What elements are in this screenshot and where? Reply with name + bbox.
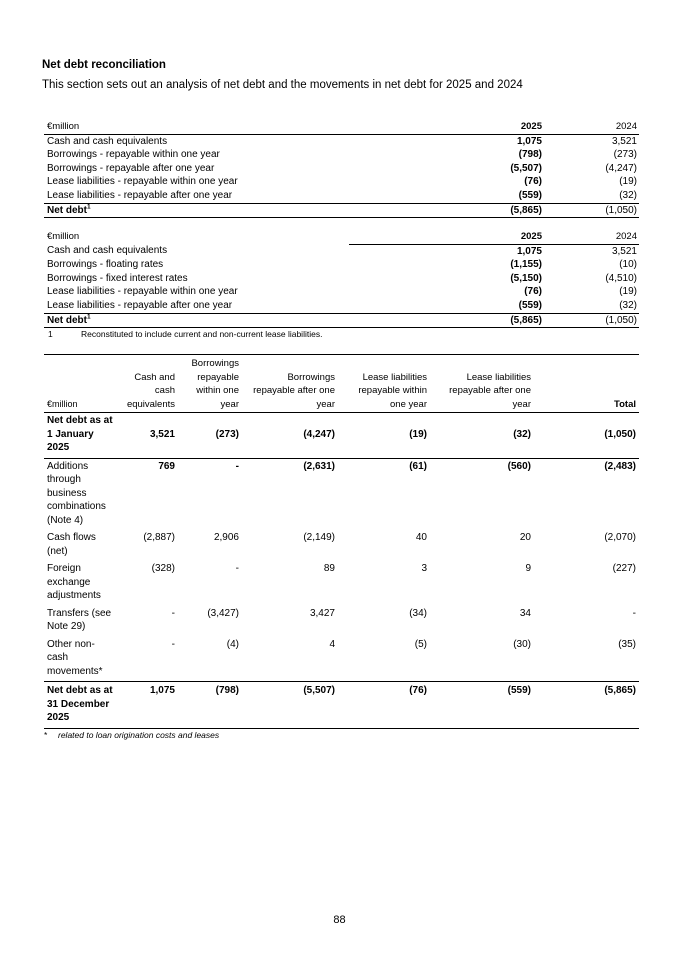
row-label: Transfers (see Note 29) bbox=[47, 607, 112, 632]
column-header-total: Total bbox=[534, 355, 639, 413]
cell-borrowings-within: (3,427) bbox=[207, 607, 239, 619]
cell-lease-after: (559) bbox=[430, 682, 534, 729]
column-header-borrowings-after: Borrowings repayable after one year bbox=[242, 355, 338, 413]
cell-cash: (328) bbox=[151, 563, 175, 574]
cell-borrowings-within: (273) bbox=[178, 413, 242, 459]
table-row bbox=[44, 458, 639, 530]
cell-lease-within: (76) bbox=[338, 682, 430, 729]
page-number: 88 bbox=[333, 914, 346, 926]
net-debt-total-row bbox=[44, 313, 639, 328]
table-row bbox=[44, 561, 639, 606]
table-row bbox=[44, 162, 639, 176]
net-debt-total-row bbox=[44, 203, 639, 218]
value-2025: (5,507) bbox=[510, 162, 542, 174]
cell-borrowings-after: (2,149) bbox=[303, 532, 335, 543]
table-row bbox=[44, 606, 639, 637]
footnote-number: 1 bbox=[48, 329, 53, 339]
row-label: Borrowings - repayable after one year bbox=[47, 162, 215, 174]
net-debt-table-maturity bbox=[44, 120, 639, 218]
cell-lease-after: 34 bbox=[519, 607, 531, 619]
cell-lease-after: (560) bbox=[507, 460, 531, 472]
cell-lease-within: 40 bbox=[415, 532, 427, 543]
row-label: Additions through business combinations (Note 4) bbox=[47, 460, 106, 526]
cell-borrowings-after: 3,427 bbox=[309, 607, 335, 619]
row-label: Lease liabilities - repayable within one year bbox=[47, 286, 238, 298]
footnote bbox=[48, 329, 322, 339]
footnote-ref: 1 bbox=[87, 313, 91, 321]
value-2024: 3,521 bbox=[611, 245, 637, 257]
net-debt-table-rate-type bbox=[44, 230, 639, 328]
row-label: Cash and cash equivalents bbox=[47, 135, 168, 147]
total-2024: (1,050) bbox=[544, 203, 639, 218]
footnote bbox=[44, 730, 219, 740]
row-label: Cash flows (net) bbox=[47, 532, 96, 557]
cell-lease-after: 9 bbox=[525, 563, 531, 574]
cell-lease-after: 20 bbox=[519, 532, 531, 543]
cell-borrowings-after: (2,631) bbox=[303, 460, 335, 472]
table-header-row bbox=[44, 230, 639, 244]
cell-lease-within: (61) bbox=[409, 460, 427, 472]
cell-borrowings-within: (798) bbox=[178, 682, 242, 729]
cell-cash: 769 bbox=[158, 460, 175, 472]
value-2025: (1,155) bbox=[510, 259, 542, 271]
currency-unit-label: €million bbox=[44, 120, 349, 134]
value-2024: (32) bbox=[619, 189, 637, 201]
value-2024: (32) bbox=[619, 299, 637, 311]
value-2025: (559) bbox=[518, 299, 542, 311]
cell-cash: - bbox=[171, 607, 175, 619]
value-2024: (4,510) bbox=[605, 272, 637, 284]
cell-borrowings-within: - bbox=[235, 563, 239, 574]
cell-cash: - bbox=[171, 638, 175, 650]
row-label: Net debt as at 1 January 2025 bbox=[44, 413, 116, 459]
table-row bbox=[44, 134, 639, 148]
value-2025: 1,075 bbox=[516, 245, 542, 257]
cell-borrowings-after: (5,507) bbox=[242, 682, 338, 729]
cell-cash: 1,075 bbox=[116, 682, 178, 729]
cell-lease-after: (32) bbox=[430, 413, 534, 459]
total-2025: (5,865) bbox=[349, 203, 544, 218]
table-row bbox=[44, 272, 639, 286]
table-row bbox=[44, 637, 639, 682]
value-2025: (559) bbox=[518, 189, 542, 201]
section-title: Net debt reconciliation bbox=[42, 59, 166, 71]
value-2024: (19) bbox=[619, 286, 637, 298]
value-2025: (5,150) bbox=[510, 272, 542, 284]
row-label: Lease liabilities - repayable within one year bbox=[47, 176, 238, 188]
value-2024: (10) bbox=[619, 259, 637, 271]
cell-borrowings-after: 89 bbox=[323, 563, 335, 574]
cell-total: (5,865) bbox=[534, 682, 639, 729]
cell-total: (35) bbox=[618, 638, 636, 650]
value-2024: (19) bbox=[619, 176, 637, 188]
section-description: This section sets out an analysis of net debt and the movements in net debt for 2025 and 2024 bbox=[42, 79, 523, 91]
footnote-text: Reconstituted to include current and non-current lease liabilities. bbox=[81, 329, 323, 339]
value-2024: (273) bbox=[613, 149, 637, 161]
column-header-lease-after: Lease liabilities repayable after one year bbox=[430, 355, 534, 413]
row-label: Foreign exchange adjustments bbox=[47, 563, 101, 601]
table-header-row bbox=[44, 355, 639, 413]
value-2025: (798) bbox=[518, 149, 542, 161]
cell-total: - bbox=[632, 607, 636, 619]
cell-total: (2,070) bbox=[604, 532, 636, 543]
cell-lease-within: (34) bbox=[409, 607, 427, 619]
row-label: Lease liabilities - repayable after one year bbox=[47, 189, 233, 201]
row-label: Net debt as at 31 December 2025 bbox=[44, 682, 116, 729]
cell-cash: 3,521 bbox=[116, 413, 178, 459]
footnote-text: related to loan origination costs and leases bbox=[58, 730, 220, 740]
table-row bbox=[44, 148, 639, 162]
value-2025: 1,075 bbox=[516, 135, 542, 147]
cell-borrowings-within: 2,906 bbox=[213, 532, 239, 543]
cell-total: (2,483) bbox=[604, 460, 636, 472]
value-2024: 3,521 bbox=[611, 135, 637, 147]
cell-borrowings-within: - bbox=[235, 460, 239, 472]
total-2024: (1,050) bbox=[544, 313, 639, 328]
column-header-cash: Cash and cash equivalents bbox=[116, 355, 178, 413]
opening-balance-row bbox=[44, 413, 639, 459]
value-2025: (76) bbox=[524, 176, 542, 188]
year-2025-header: 2025 bbox=[349, 120, 544, 134]
currency-unit-label: €million bbox=[44, 355, 116, 413]
net-debt-movement-table bbox=[44, 354, 639, 729]
table-header-row bbox=[44, 120, 639, 134]
total-label: Net debt$^1$ bbox=[44, 203, 349, 218]
cell-total: (227) bbox=[612, 563, 636, 574]
year-2025-header: 2025 bbox=[349, 230, 544, 244]
column-header-borrowings-within: Borrowings repayable within one year bbox=[178, 355, 242, 413]
cell-lease-within: (5) bbox=[414, 638, 427, 650]
row-label: Borrowings - repayable within one year bbox=[47, 149, 220, 161]
value-2024: (4,247) bbox=[605, 162, 637, 174]
cell-lease-after: (30) bbox=[513, 638, 531, 650]
column-header-lease-within: Lease liabilities repayable within one year bbox=[338, 355, 430, 413]
cell-borrowings-after: (4,247) bbox=[242, 413, 338, 459]
table-row bbox=[44, 299, 639, 313]
table-row bbox=[44, 244, 639, 258]
row-label: Borrowings - fixed interest rates bbox=[47, 272, 188, 284]
row-label: Cash and cash equivalents bbox=[47, 245, 168, 257]
table-row bbox=[44, 285, 639, 299]
currency-unit-label: €million bbox=[47, 231, 80, 243]
total-2025: (5,865) bbox=[349, 313, 544, 328]
cell-total: (1,050) bbox=[534, 413, 639, 459]
cell-lease-within: 3 bbox=[421, 563, 427, 574]
row-label: Borrowings - floating rates bbox=[47, 259, 164, 271]
row-label: Lease liabilities - repayable after one year bbox=[47, 299, 233, 311]
year-2024-header: 2024 bbox=[544, 230, 639, 244]
table-row bbox=[44, 258, 639, 272]
table-row bbox=[44, 189, 639, 203]
footnote-mark: * bbox=[44, 730, 48, 740]
table-row bbox=[44, 175, 639, 189]
year-2024-header: 2024 bbox=[544, 120, 639, 134]
cell-borrowings-within: (4) bbox=[226, 638, 239, 650]
total-label: Net debt$^1$ bbox=[44, 313, 349, 328]
table-row bbox=[44, 530, 639, 561]
footnote-ref: 1 bbox=[87, 203, 91, 211]
value-2025: (76) bbox=[524, 286, 542, 298]
closing-balance-row bbox=[44, 682, 639, 729]
cell-borrowings-after: 4 bbox=[329, 638, 335, 650]
cell-lease-within: (19) bbox=[338, 413, 430, 459]
cell-cash: (2,887) bbox=[143, 532, 175, 543]
row-label: Other non-cash movements* bbox=[47, 638, 103, 677]
